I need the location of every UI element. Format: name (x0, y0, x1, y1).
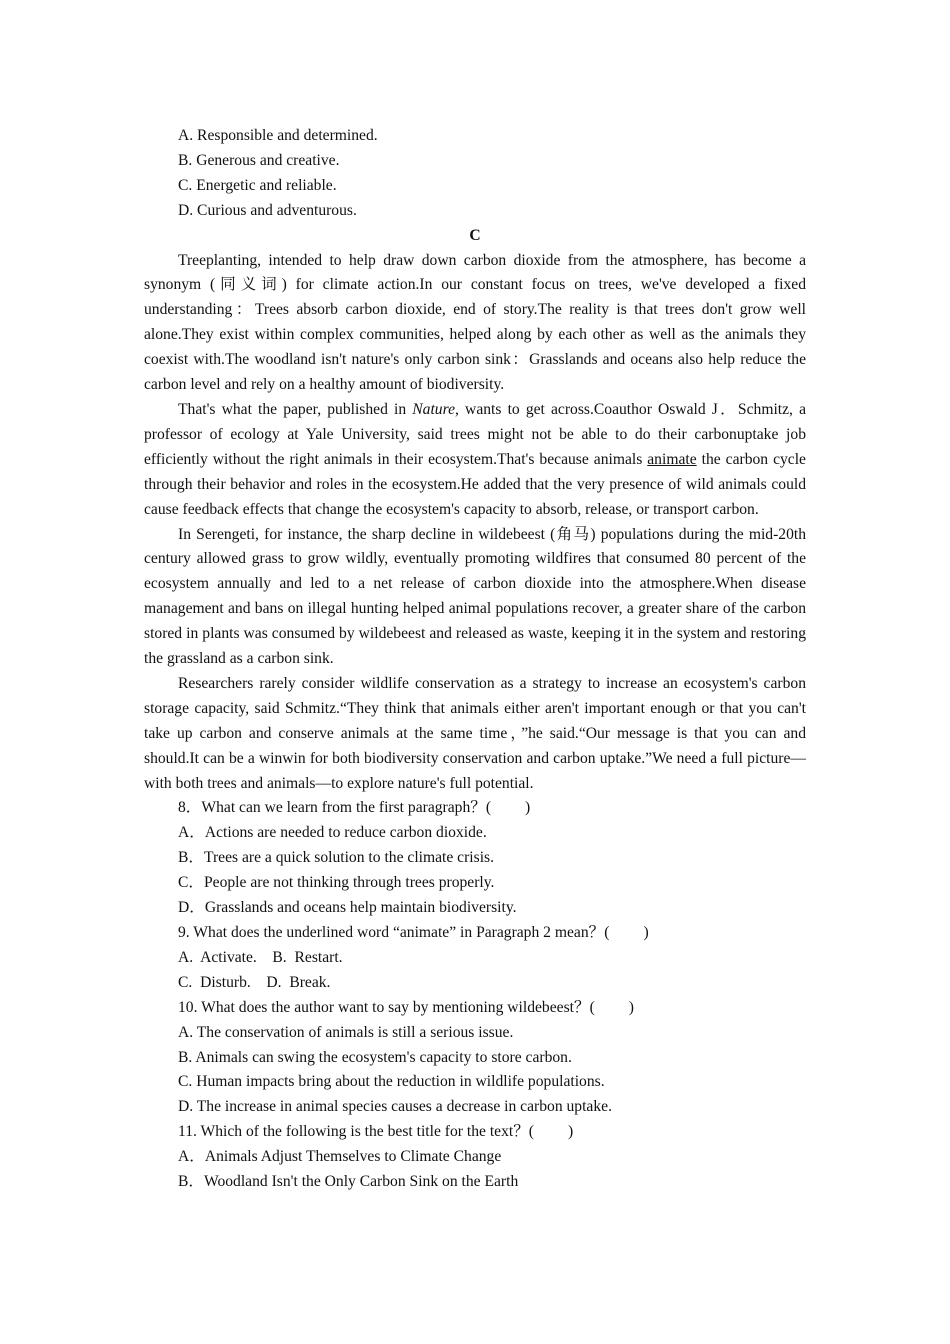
question-11-option-a: A．Animals Adjust Themselves to Climate Change (178, 1148, 502, 1166)
question-10-close: ) (628, 998, 634, 1016)
question-8-option-a: A．Actions are needed to reduce carbon dioxide. (178, 824, 487, 842)
question-9-options-ab: A. Activate. B. Restart. (178, 948, 343, 966)
question-10-option-b: B. Animals can swing the ecosystem's capacity to store carbon. (178, 1048, 572, 1066)
question-10-option-c: C. Human impacts bring about the reduction in wildlife populations. (178, 1073, 605, 1091)
question-8-text: 8．What can we learn from the first paragraph？( (178, 799, 492, 817)
question-9-close: ) (643, 924, 649, 941)
passage-paragraph-1: Treeplanting, intended to help draw down carbon dioxide from the atmosphere, has become a synonym (同义词) for climate action.In our constant focus on trees, we've developed a fixed understanding：Trees absorb carbon dioxide, end of story.The reality is that trees don't grow well alone.They exist within complex communities, helped along by each other as well as the animals they coexist with.The woodland isn't nature's only carbon sink：Grasslands and oceans also help reduce the carbon level and rely on a healthy amount of biodiversity. (144, 251, 806, 394)
question-8-option-d: D．Grasslands and oceans help maintain biodiversity. (178, 899, 517, 917)
p2-text-a: That's what the paper, published in (178, 400, 413, 418)
passage-paragraph-3: In Serengeti, for instance, the sharp decline in wildebeest (角马) populations during the mid-20th century allowed grass to grow wildly, eventually promoting wildfires that consumed 80 percent of the ecosystem annually and led to a net release of carbon dioxide into the atmosphere.When disease management and bans on illegal hunting helped animal populations recover, a greater share of the carbon stored in plants was consumed by wildebeest and released as waste, keeping it in the system and restoring the grassland as a carbon sink. (144, 525, 806, 668)
prev-option-d: D. Curious and adventurous. (178, 201, 357, 219)
journal-name: Nature (412, 400, 456, 418)
passage-paragraph-4: Researchers rarely consider wildlife conservation as a strategy to increase an ecosystem's carbon storage capacity, said Schmitz.“They think that animals either aren't important enough or that you can't take up carbon and conserve animals at the same time，”he said.“Our message is that you can and should.It can be a winwin for both biodiversity conservation and carbon uptake.”We need a full picture—with both trees and animals—to explore nature's full potential. (144, 674, 806, 792)
question-8-option-b: B．Trees are a quick solution to the climate crisis. (178, 849, 495, 867)
question-10-stem (144, 996, 806, 1021)
question-10-text: 10. What does the author want to say by mentioning wildebeest？( (178, 998, 595, 1016)
document-page (144, 124, 806, 1195)
prev-option-b: B. Generous and creative. (178, 151, 340, 169)
question-8-option-c: C．People are not thinking through trees properly. (178, 874, 495, 892)
question-11-text: 11. Which of the following is the best title for the text？( (178, 1123, 534, 1141)
p2-text-b: , wants to get across.Coauthor Oswald J．Schmitz, a professor of ecology at Yale University, said trees might not be able to do their carbonuptake job efficiently without the right animals in their ecosystem.That's because animals (144, 400, 806, 468)
question-9-text: 9. What does the underlined word “animate” in Paragraph 2 mean？( (178, 924, 610, 941)
question-9-options-cd: C. Disturb. D. Break. (178, 973, 331, 991)
passage-paragraph-2 (144, 398, 806, 523)
underlined-word: animate (647, 450, 697, 468)
section-heading: C (469, 226, 481, 244)
p2-text-c: the carbon cycle through their behavior and roles in the ecosystem.He added that the very presence of wild animals could cause feedback effects that change the ecosystem's capacity to absorb, release, or transport carbon. (144, 450, 806, 518)
question-11-close: ) (567, 1123, 574, 1141)
question-9-stem (144, 921, 806, 946)
question-11-stem (144, 1120, 806, 1145)
prev-option-a: A. Responsible and determined. (178, 127, 378, 144)
question-10-option-d: D. The increase in animal species causes a decrease in carbon uptake. (178, 1098, 612, 1116)
question-11-option-b: B．Woodland Isn't the Only Carbon Sink on the Earth (178, 1173, 519, 1191)
question-8-stem (144, 796, 806, 821)
prev-option-c: C. Energetic and reliable. (178, 176, 337, 194)
question-8-close: ) (525, 799, 531, 817)
question-10-option-a: A. The conservation of animals is still a serious issue. (178, 1023, 514, 1041)
